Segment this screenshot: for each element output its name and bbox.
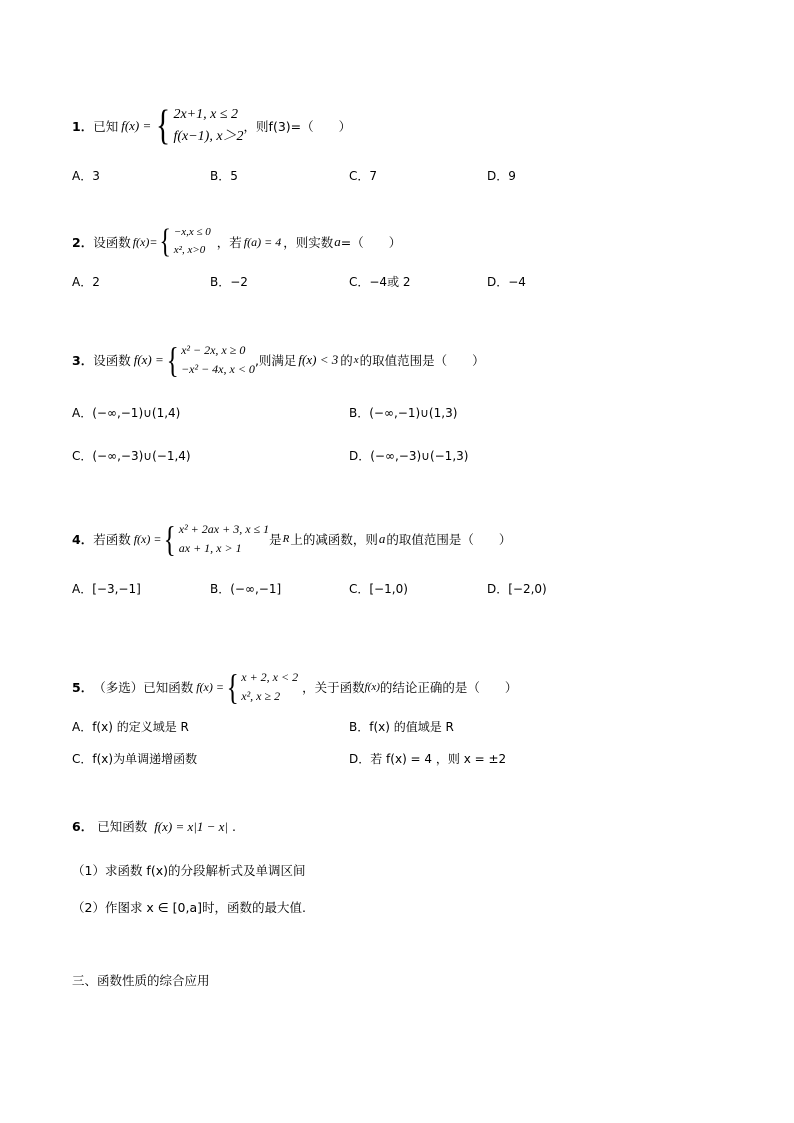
q3-variable: x	[353, 354, 359, 366]
q5-case-1: x + 2, x < 2	[241, 670, 299, 685]
q4-option-a[interactable]: A．[−3,−1]	[72, 582, 141, 596]
q6-prefix: 已知函数	[97, 819, 148, 834]
q2-prefix: 设函数	[93, 235, 131, 250]
q4-case-1: x² + 2ax + 3, x ≤ 1	[178, 522, 270, 537]
q4-option-b[interactable]: B．(−∞,−1]	[210, 582, 282, 596]
q5-option-b[interactable]: B．f(x) 的值域是 R	[349, 720, 454, 734]
q3-option-c[interactable]: C．(−∞,−3)∪(−1,4)	[72, 449, 191, 463]
q5-number: 5．	[72, 680, 94, 695]
q1-function: f(x) =	[121, 118, 152, 133]
q1-prefix: 已知	[93, 119, 119, 134]
question-4	[72, 518, 511, 560]
q4-function: f(x) =	[133, 531, 162, 546]
question-6	[72, 817, 236, 835]
q4-number: 4．	[72, 532, 94, 547]
q3-condition: f(x) < 3	[298, 352, 339, 367]
q4-option-c[interactable]: C．[−1,0)	[349, 582, 408, 596]
q5-case-2: x², x ≥ 2	[241, 689, 281, 703]
q2-suffix2: =（ ）	[340, 235, 402, 250]
q2-condition: f(a) = 4	[243, 234, 282, 249]
question-3	[72, 339, 485, 381]
q6-suffix: .	[231, 819, 236, 834]
q6-subquestion-1: （1）求函数 f(x)的分段解析式及单调区间	[72, 863, 306, 878]
q4-prefix: 若函数	[93, 532, 131, 547]
q3-option-b[interactable]: B．(−∞,−1)∪(1,3)	[349, 406, 458, 420]
q2-mid: ，若	[216, 235, 242, 250]
q5-function-ref: f(x)	[364, 681, 380, 693]
q4-brace: {	[164, 519, 177, 559]
q1-case-2: f(x−1), x＞2	[173, 129, 244, 144]
q3-option-a[interactable]: A．(−∞,−1)∪(1,4)	[72, 406, 181, 420]
q1-suffix: ，则f(3)=（ ）	[243, 119, 352, 134]
q5-prefix: （多选）已知函数	[93, 680, 194, 695]
q5-option-c[interactable]: C．f(x)为单调递增函数	[72, 752, 198, 766]
q3-option-d[interactable]: D．(−∞,−3)∪(−1,3)	[349, 449, 469, 463]
q2-case-2: x², x>0	[173, 244, 206, 256]
q3-suffix: 的	[340, 353, 353, 368]
q4-piecewise	[161, 520, 269, 557]
section-heading: 三、函数性质的综合应用	[72, 973, 210, 988]
question-2	[72, 222, 401, 262]
q2-option-a[interactable]: A．2	[72, 275, 100, 289]
question-1	[72, 104, 351, 148]
q3-brace: {	[166, 340, 179, 380]
q5-suffix: ，关于函数	[302, 680, 365, 695]
q5-option-a[interactable]: A．f(x) 的定义域是 R	[72, 720, 189, 734]
q2-option-d[interactable]: D．−4	[487, 275, 526, 289]
q6-number: 6．	[72, 819, 94, 834]
q3-prefix: 设函数	[93, 353, 131, 368]
q3-mid: ,则满足	[254, 353, 297, 368]
q4-case-2: ax + 1, x > 1	[178, 541, 242, 555]
q2-suffix: ，则实数	[283, 235, 334, 250]
q6-subquestion-2: （2）作图求 x ∈ [0,a]时，函数的最大值.	[72, 900, 306, 915]
q5-suffix2: 的结论正确的是（ ）	[379, 680, 518, 695]
q1-option-b[interactable]: B．5	[210, 169, 238, 183]
q3-case-2: −x² − 4x, x < 0	[181, 362, 255, 376]
question-5	[72, 666, 517, 708]
q4-var-r: R	[282, 533, 290, 545]
q5-function: f(x) =	[196, 679, 224, 694]
q2-option-c[interactable]: C．−4或 2	[349, 275, 411, 289]
q4-mid: 是	[269, 532, 282, 547]
q1-brace: {	[156, 103, 171, 149]
q3-suffix2: 的取值范围是（ ）	[359, 353, 485, 368]
q4-suffix2: 的取值范围是（ ）	[386, 532, 512, 547]
q5-option-d[interactable]: D．若 f(x) = 4 ，则 x = ±2	[349, 752, 507, 766]
q3-number: 3．	[72, 353, 94, 368]
q5-piecewise	[224, 668, 298, 705]
q2-option-b[interactable]: B．−2	[210, 275, 248, 289]
q4-suffix: 上的减函数，则	[290, 532, 378, 547]
q1-option-d[interactable]: D．9	[487, 169, 516, 183]
q3-case-1: x² − 2x, x ≥ 0	[181, 343, 246, 358]
q2-number: 2．	[72, 235, 94, 250]
q4-var-a: a	[378, 531, 386, 546]
q2-variable: a	[334, 234, 341, 249]
q6-function: f(x) = x|1 − x|	[154, 819, 228, 834]
q1-case-1: 2x+1, x ≤ 2	[173, 106, 239, 122]
q1-piecewise	[153, 104, 243, 149]
q2-case-1: −x,x ≤ 0	[173, 226, 211, 239]
q1-option-a[interactable]: A．3	[72, 169, 100, 183]
q3-piecewise	[164, 341, 255, 378]
q4-option-d[interactable]: D．[−2,0)	[487, 582, 547, 596]
q2-function: f(x)=	[132, 234, 158, 249]
q3-function: f(x) =	[133, 352, 164, 367]
q1-number: 1．	[72, 119, 94, 134]
q5-brace: {	[226, 667, 239, 707]
q2-piecewise	[157, 224, 210, 259]
q2-brace: {	[159, 223, 172, 260]
q1-option-c[interactable]: C．7	[349, 169, 378, 183]
